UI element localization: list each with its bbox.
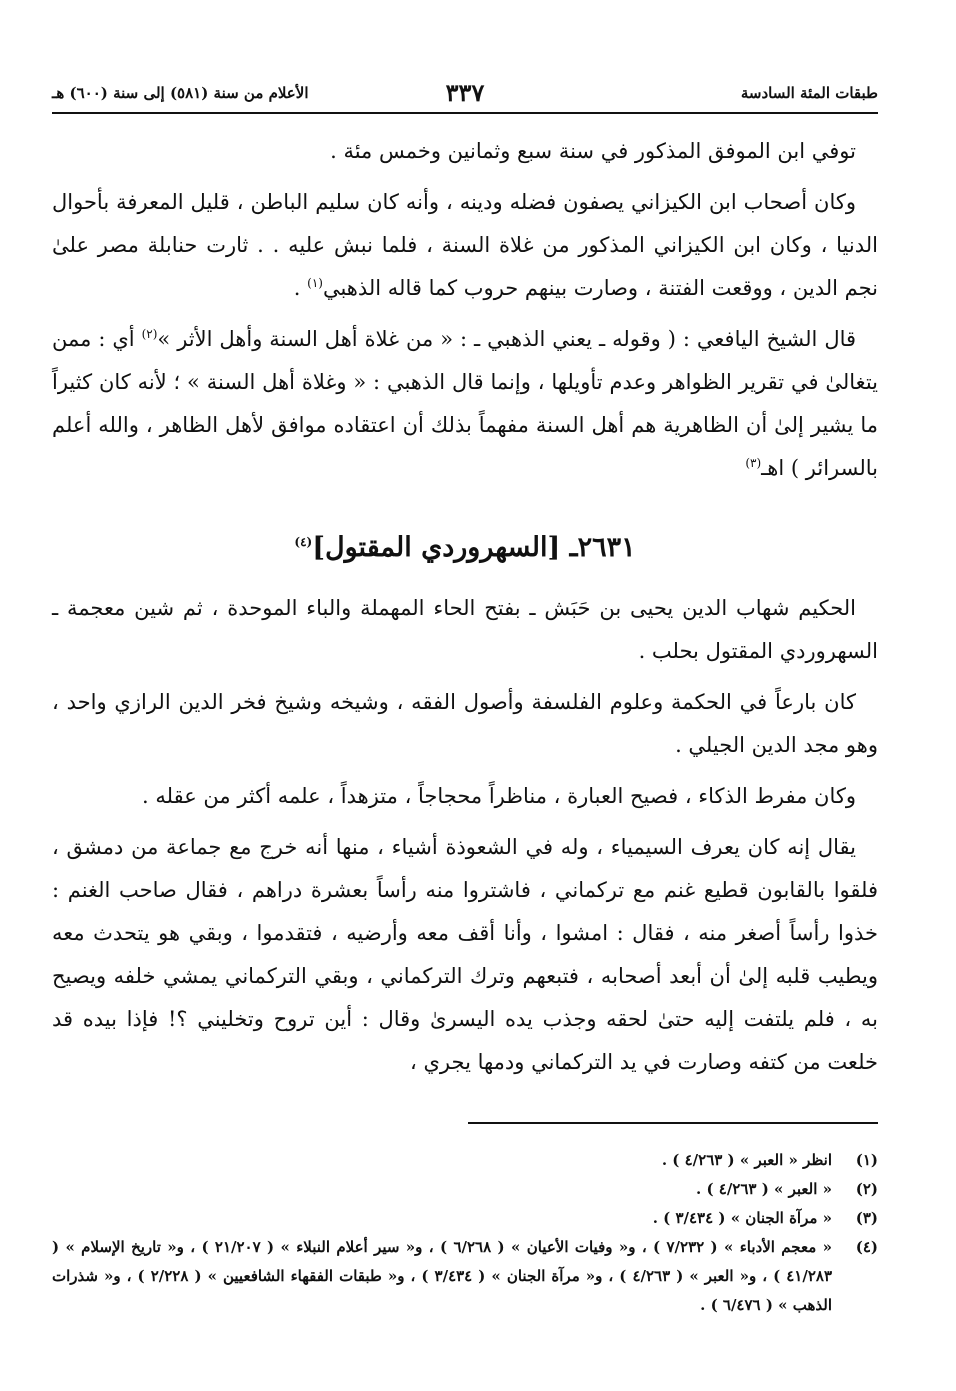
footnote-marker: (٤) [294,535,313,549]
footnote-number: (٣) [855,1209,878,1227]
paragraph: قال الشيخ اليافعي : ( وقوله ـ يعني الذهبي ـ : « من غلاة أهل السنة وأهل الأثر »$^{(٢)}$ أي : ممن يتغالىٰ في تقرير الظواهر وعدم تأويلها ، وإنما قال الذهبي : « وغلاة أهل السنة » ؛ لأنه كان كثيراً ما يشير إلىٰ أن الظاهرية هم أهل السنة مفهماً بذلك أن اعتقاده موافق لأهل الظاهر ، والله أعلم بالسرائر ) اهـ$^{(٣)}$ [52,327,878,480]
footnote-number: (١) [855,1151,878,1169]
paragraph: الحكيم شهاب الدين يحيى بن حَبَش ـ بفتح الحاء المهملة والباء الموحدة ، ثم شين معجمة ـ السهروردي المقتول بحلب . [52,596,878,663]
footnote-text: « معجم الأدباء » ( ٧/٢٣٢ ) ، و« وفيات الأعيان » ( ٦/٢٦٨ ) ، و« سير أعلام النبلاء » ( ٢١/٢٠٧ ) ، و« تاريخ الإسلام » ( ٤١/٢٨٣ ) ، و« العبر » ( ٤/٢٦٣ ) ، و« مرآة الجنان » ( ٣/٤٣٤ ) ، و« طبقات الفقهاء الشافعيين » ( ٢/٢٢٨ ) ، و« شذرات الذهب » ( ٦/٤٧٦ ) . [52,1238,832,1314]
entry-heading: ٢٦٣١ـ [السهروردي المقتول]$^{(٤)}$ [294,532,636,563]
footnote-marker: (٢) [141,327,158,341]
running-head-left: الأعلام من سنة (٥٨١) إلى سنة (٦٠٠) هـ [52,84,309,102]
book-page [52,78,878,1314]
footnote [52,1233,878,1320]
paragraph: وكان مفرط الذكاء ، فصيح العبارة ، مناظراً محجاجاً ، متزهداً ، علمه أكثر من عقله . [142,784,856,808]
footnote-text: « العبر » ( ٤/٢٦٣ ) . [696,1180,832,1198]
footnote [52,1146,878,1175]
paragraph: كان بارعاً في الحكمة وعلوم الفلسفة وأصول الفقه ، وشيخه وشيخ فخر الدين الرازي واحد ، وهو مجد الدين الجيلي . [52,690,878,757]
paragraph: وكان أصحاب ابن الكيزاني يصفون فضله ودينه ، وأنه كان سليم الباطن ، قليل المعرفة بأحوال الدنيا ، وكان ابن الكيزاني المذكور من غلاة السنة ، فلما نبش عليه . . ثارت حنابلة مصر علىٰ نجم الدين ، ووقعت الفتنة ، وصارت بينهم حروب كما قاله الذهبي$^{(١)}$ . [52,190,878,300]
footnote [52,1175,878,1204]
paragraph: يقال إنه كان يعرف السيمياء ، وله في الشعوذة أشياء ، منها أنه خرج مع جماعة من دمشق ، فلقوا بالقابون قطيع غنم مع تركماني ، فاشتروا منه رأساً بعشرة دراهم ، فقال صاحب الغنم : خذوا رأساً أصغر منه ، فقال : امشوا ، وأنا أقف معه وأرضيه ، فتقدموا ، وبقي هو يتحدث معه ويطيب قلبه إلىٰ أن أبعد أصحابه ، فتبعهم وترك التركماني ، وبقي التركماني يمشي خلفه ويصيح به ، فلم يلتفت إليه حتىٰ لحقه وجذب يده اليسرىٰ وقال : أين تروح وتخليني ؟! فإذا بيده قد خلعت من كتفه وصارت في يد التركماني ودمها يجري ، [52,835,878,1074]
footnote-number: (٢) [855,1180,878,1198]
header-rule [52,112,878,114]
paragraph: توفي ابن الموفق المذكور في سنة سبع وثمانين وخمس مئة . [330,139,856,163]
footnote-number: (٤) [855,1238,878,1256]
footnote-separator [468,1122,878,1124]
footnote [52,1204,878,1233]
footnote-marker: (١) [307,276,323,290]
footnote-marker: (٣) [745,456,762,470]
footnote-text: انظر « العبر » ( ٤/٢٦٣ ) . [661,1151,832,1169]
running-head-right: طبقات المئة السادسة [740,84,878,102]
page-number: ٣٣٧ [445,78,485,107]
footnote-text: « مرآة الجنان » ( ٣/٤٣٤ ) . [652,1209,832,1227]
page-header [52,78,878,112]
main-text [52,130,878,1084]
footnotes [52,1146,878,1320]
